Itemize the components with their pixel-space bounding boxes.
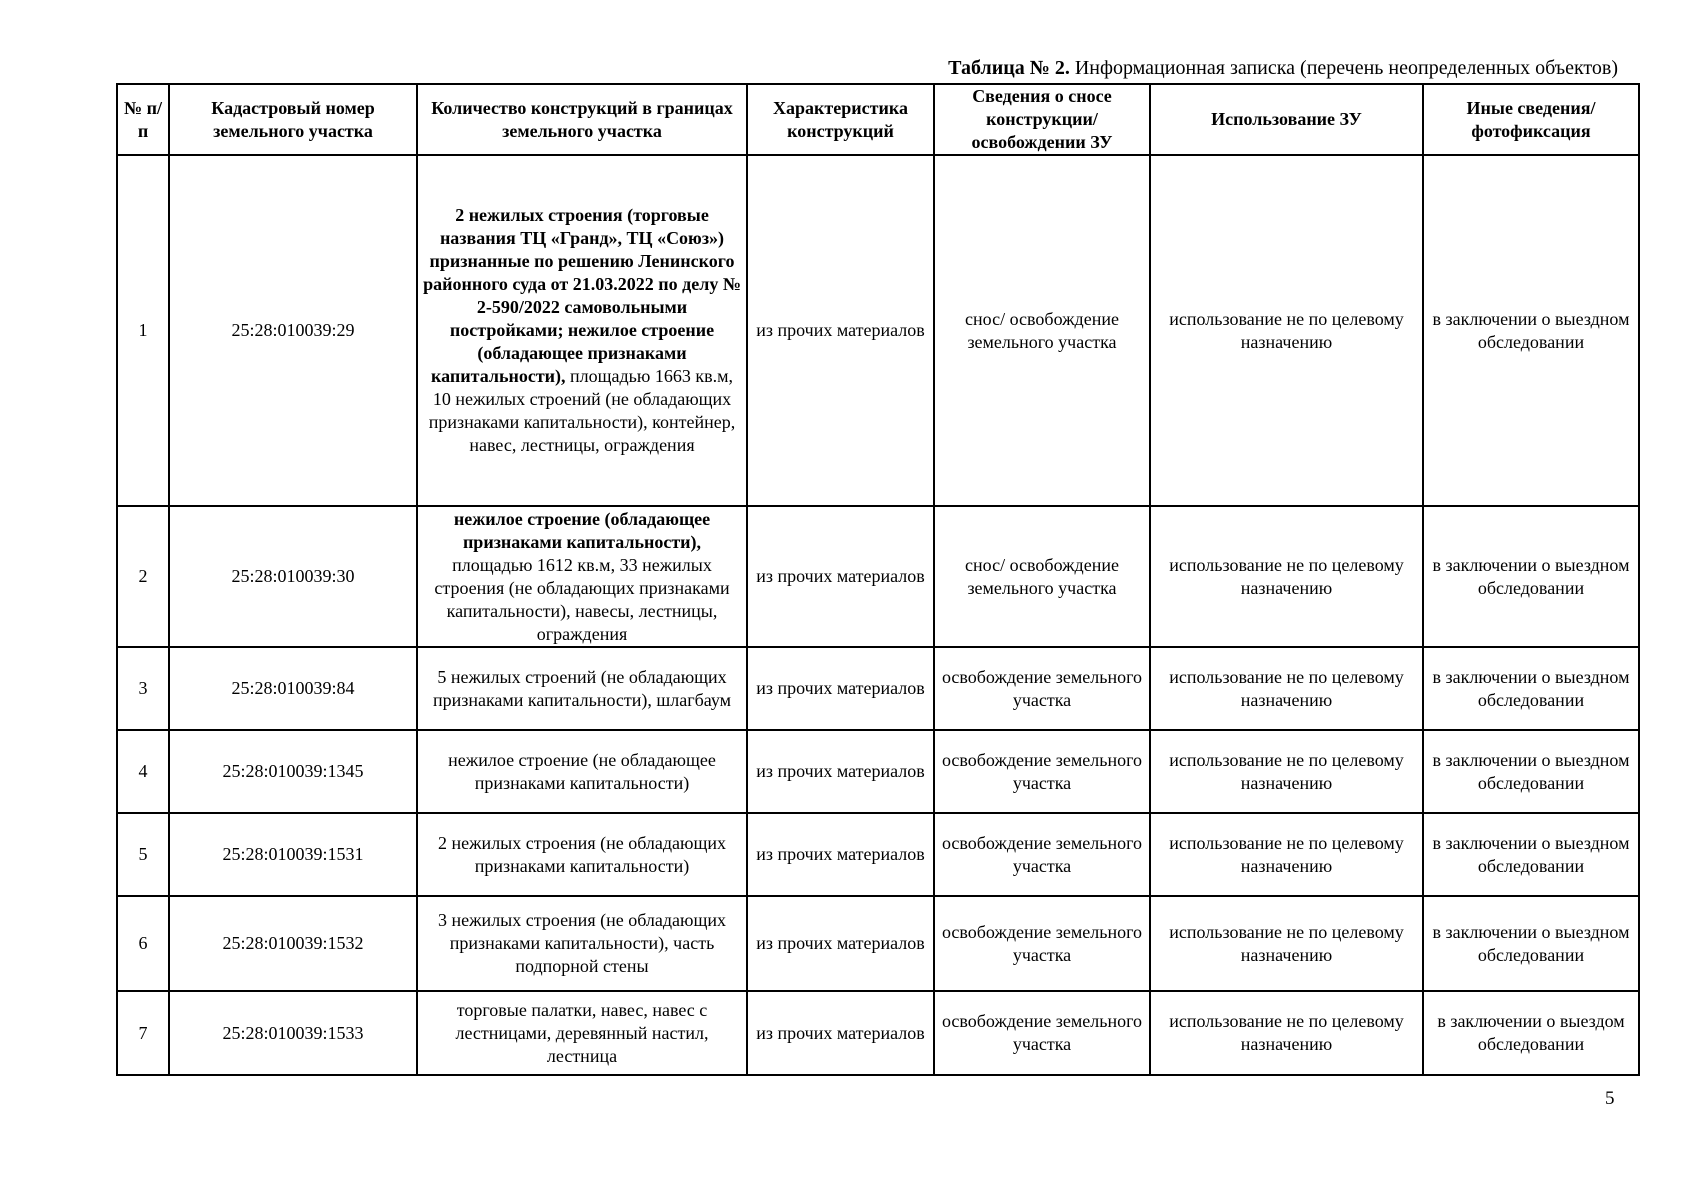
cell-number: 1 (117, 155, 169, 506)
cell-other: в заключении о выездном обследовании (1423, 896, 1639, 991)
cell-material: из прочих материалов (747, 647, 934, 730)
cell-other: в заключении о выездном обследовании (1423, 730, 1639, 813)
cell-count (417, 155, 747, 506)
cell-demolition: освобождение земельного участка (934, 896, 1150, 991)
cell-other: в заключении о выездном обследовании (1423, 647, 1639, 730)
header-other: Иные сведения/ фотофиксация (1423, 84, 1639, 155)
cell-material: из прочих материалов (747, 896, 934, 991)
cell-usage: использование не по целевому назначению (1150, 647, 1423, 730)
cell-number: 7 (117, 991, 169, 1075)
header-count: Количество конструкций в границах земельного участка (417, 84, 747, 155)
table-row (117, 813, 1639, 896)
table-row (117, 896, 1639, 991)
cell-material: из прочих материалов (747, 730, 934, 813)
count-normal: площадью 1663 кв.м, 10 нежилых строений (не обладающих признаками капитальности), контейнер, навес, лестницы, ограждения (428, 366, 736, 455)
cell-number: 4 (117, 730, 169, 813)
cell-cadastral: 25:28:010039:84 (169, 647, 417, 730)
cell-other: в заключении о выездом обследовании (1423, 991, 1639, 1075)
cell-count (417, 506, 747, 647)
header-demolition: Сведения о сносе конструкции/ освобождении ЗУ (934, 84, 1150, 155)
cell-cadastral: 25:28:010039:1532 (169, 896, 417, 991)
cell-cadastral: 25:28:010039:29 (169, 155, 417, 506)
cell-count: торговые палатки, навес, навес с лестницами, деревянный настил, лестница (417, 991, 747, 1075)
cell-cadastral: 25:28:010039:1531 (169, 813, 417, 896)
header-material: Характеристика конструкций (747, 84, 934, 155)
cell-demolition: освобождение земельного участка (934, 647, 1150, 730)
cell-usage: использование не по целевому назначению (1150, 991, 1423, 1075)
cell-usage: использование не по целевому назначению (1150, 506, 1423, 647)
cell-demolition: снос/ освобождение земельного участка (934, 506, 1150, 647)
count-normal: площадью 1612 кв.м, 33 нежилых строения (не обладающих признаками капитальности), навесы, лестницы, ограждения (434, 554, 730, 644)
cell-number: 6 (117, 896, 169, 991)
table-row (117, 155, 1639, 506)
cell-usage: использование не по целевому назначению (1150, 155, 1423, 506)
cell-count: нежилое строение (не обладающее признаками капитальности) (417, 730, 747, 813)
page-number: 5 (1605, 1088, 1615, 1109)
cell-count: 2 нежилых строения (не обладающих признаками капитальности) (417, 813, 747, 896)
header-number: № п/п (117, 84, 169, 155)
cell-cadastral: 25:28:010039:1345 (169, 730, 417, 813)
table-row (117, 991, 1639, 1075)
cell-count: 5 нежилых строений (не обладающих признаками капитальности), шлагбаум (417, 647, 747, 730)
cell-usage: использование не по целевому назначению (1150, 896, 1423, 991)
caption-text: Информационная записка (перечень неопределенных объектов) (1069, 57, 1618, 79)
header-usage: Использование ЗУ (1150, 84, 1423, 155)
cell-number: 5 (117, 813, 169, 896)
table-row (117, 730, 1639, 813)
cell-cadastral: 25:28:010039:1533 (169, 991, 417, 1075)
count-bold: нежилое строение (обладающее признаками капитальности), (453, 508, 711, 552)
table-caption (948, 57, 1618, 80)
table-row (117, 506, 1639, 647)
cell-usage: использование не по целевому назначению (1150, 813, 1423, 896)
cell-usage: использование не по целевому назначению (1150, 730, 1423, 813)
cell-other: в заключении о выездном обследовании (1423, 813, 1639, 896)
cell-count: 3 нежилых строения (не обладающих признаками капитальности), часть подпорной стены (417, 896, 747, 991)
count-bold: 2 нежилых строения (торговые названия ТЦ «Гранд», ТЦ «Союз») признанные по решению Ленинского районного суда от 21.03.2022 по делу № 2-590/2022 самовольными постройками; нежилое строение (обладающее признаками капитальности), (423, 205, 741, 386)
cell-number: 2 (117, 506, 169, 647)
cell-cadastral: 25:28:010039:30 (169, 506, 417, 647)
cell-material: из прочих материалов (747, 155, 934, 506)
table-row (117, 647, 1639, 730)
cell-demolition: освобождение земельного участка (934, 730, 1150, 813)
header-cadastral: Кадастровый номер земельного участка (169, 84, 417, 155)
header-row (117, 84, 1639, 155)
cell-material: из прочих материалов (747, 813, 934, 896)
cell-other: в заключении о выездном обследовании (1423, 506, 1639, 647)
objects-table (116, 83, 1640, 1076)
caption-label: Таблица № 2. (948, 57, 1070, 79)
cell-demolition: снос/ освобождение земельного участка (934, 155, 1150, 506)
cell-number: 3 (117, 647, 169, 730)
cell-material: из прочих материалов (747, 506, 934, 647)
cell-demolition: освобождение земельного участка (934, 813, 1150, 896)
cell-other: в заключении о выездном обследовании (1423, 155, 1639, 506)
cell-demolition: освобождение земельного участка (934, 991, 1150, 1075)
cell-material: из прочих материалов (747, 991, 934, 1075)
